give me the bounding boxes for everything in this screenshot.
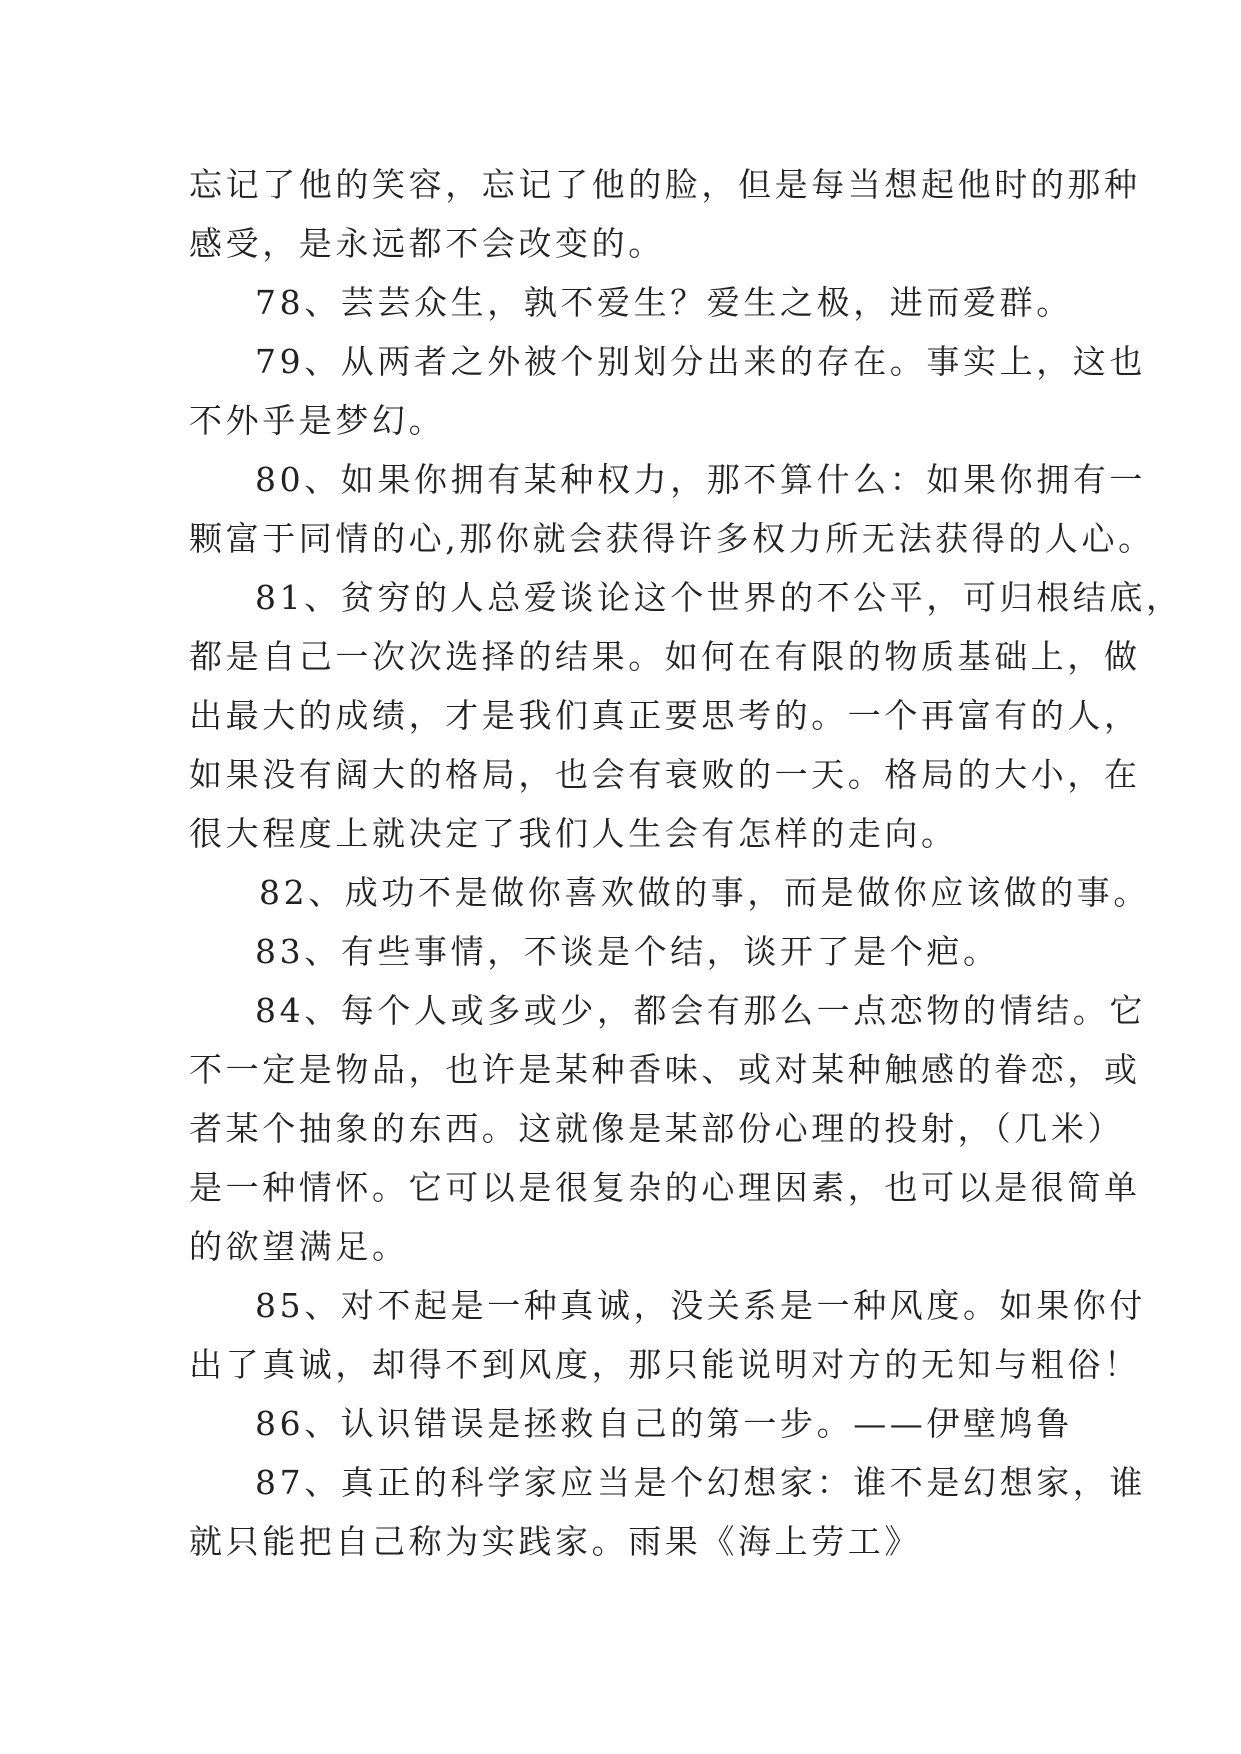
quote-87: 87、真正的科学家应当是个幻想家：谁不是幻想家，谁 xyxy=(255,1463,1146,1502)
text-line: 是一种情怀。它可以是很复杂的心理因素，也可以是很简单 xyxy=(189,1168,1141,1207)
text-line: 不外乎是梦幻。 xyxy=(189,401,446,440)
text-line: 感受，是永远都不会改变的。 xyxy=(189,224,665,263)
quote-86: 86、认识错误是拯救自己的第一步。——伊壁鸠鲁 xyxy=(255,1404,1073,1443)
text-line: 很大程度上就决定了我们人生会有怎样的走向。 xyxy=(189,814,958,853)
text-line: 出了真诚，却得不到风度，那只能说明对方的无知与粗俗！ xyxy=(189,1345,1141,1384)
text-line: 的欲望满足。 xyxy=(189,1227,409,1266)
text-line: 就只能把自己称为实践家。雨果《海上劳工》 xyxy=(189,1522,921,1561)
quote-78: 78、芸芸众生，孰不爱生？爱生之极，进而爱群。 xyxy=(255,283,1073,322)
quote-83: 83、有些事情，不谈是个结，谈开了是个疤。 xyxy=(255,932,1000,971)
text-line: 如果没有阔大的格局，也会有衰败的一天。格局的大小，在 xyxy=(189,755,1141,794)
text-line: 者某个抽象的东西。这就像是某部份心理的投射，（几米） xyxy=(189,1109,1125,1148)
text-line: 不一定是物品，也许是某种香味、或对某种触感的眷恋，或 xyxy=(189,1050,1141,1089)
text-line: 颗富于同情的心,那你就会获得许多权力所无法获得的人心。 xyxy=(189,519,1155,558)
document-body xyxy=(189,155,1183,1571)
text-line: 忘记了他的笑容，忘记了他的脸，但是每当想起他时的那种 xyxy=(189,165,1141,204)
text-line: 都是自己一次次选择的结果。如何在有限的物质基础上，做 xyxy=(189,637,1141,676)
quote-79: 79、从两者之外被个别划分出来的存在。事实上，这也 xyxy=(255,342,1146,381)
quote-85: 85、对不起是一种真诚，没关系是一种风度。如果你付 xyxy=(255,1286,1146,1325)
text-line: 出最大的成绩，才是我们真正要思考的。一个再富有的人， xyxy=(189,696,1141,735)
quote-80: 80、如果你拥有某种权力，那不算什么：如果你拥有一 xyxy=(255,460,1146,499)
quote-84: 84、每个人或多或少，都会有那么一点恋物的情结。它 xyxy=(255,991,1146,1030)
quote-82: 82、成功不是做你喜欢做的事，而是做你应该做的事。 xyxy=(259,873,1150,912)
quote-81: 81、贫穷的人总爱谈论这个世界的不公平，可归根结底， xyxy=(255,578,1183,617)
